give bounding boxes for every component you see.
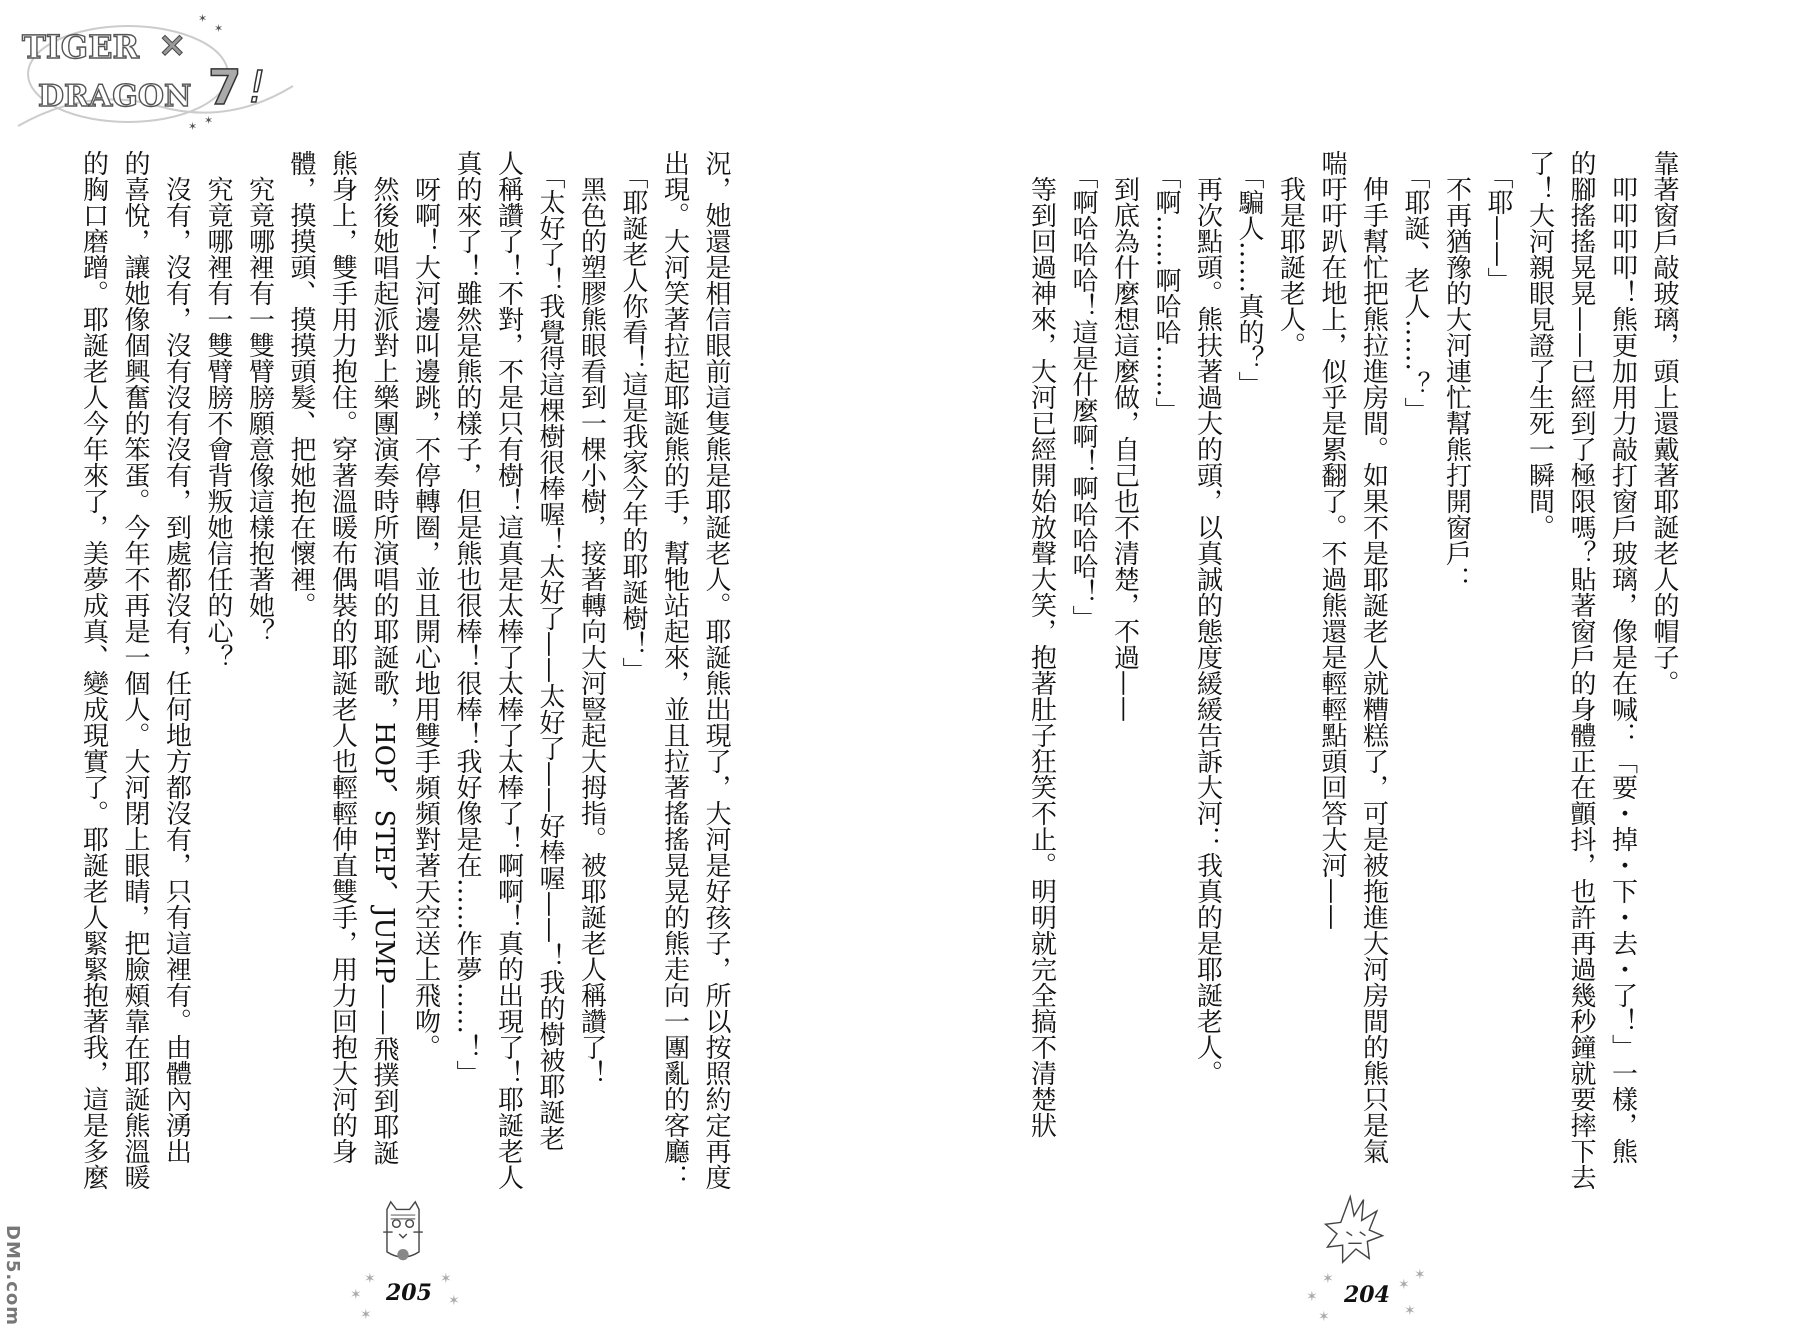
- page-205-text: [72, 150, 736, 1210]
- text-column: 黑色的塑膠熊眼看到一棵小樹，接著轉向大河豎起大拇指。被耶誕老人稱讚了！: [576, 150, 607, 1086]
- text-column: 等到回過神來，大河已經開始放聲大笑，抱著肚子狂笑不止。明明就完全搞不清楚狀: [1026, 150, 1057, 1138]
- text-column: 「耶誕、老人……？」: [1400, 150, 1430, 423]
- star-icon: ✶: [448, 1293, 460, 1309]
- star-icon: ✶: [360, 1307, 372, 1323]
- star-icon: ✶: [1398, 1277, 1410, 1293]
- page-204-text: [1020, 150, 1684, 1210]
- text-column: 伸手幫忙把熊拉進房間。如果不是耶誕老人就糟糕了，可是被拖進大河房間的熊只是氣: [1358, 150, 1389, 1164]
- svg-text:✶: ✶: [214, 22, 224, 35]
- text-column: 喘吁吁趴在地上，似乎是累翻了。不過熊還是輕輕點頭回答大河——: [1317, 150, 1347, 930]
- text-column: 體，摸摸頭、摸摸頭髮、把她抱在懷裡。: [286, 150, 316, 618]
- text-column: 到底為什麼想這麼做，自己也不清楚，不過——: [1109, 150, 1140, 722]
- svg-text:!: !: [248, 62, 266, 113]
- text-column: 究竟哪裡有一雙臂膀願意像這樣抱著她？: [244, 150, 275, 644]
- page-number-204-area: [1306, 1267, 1436, 1332]
- cat-icon: [380, 1200, 426, 1266]
- text-column: 叩叩叩叩！熊更加用力敲打窗戶玻璃，像是在喊：「要・掉・下・去・了！」一樣，熊: [1607, 150, 1638, 1164]
- dragon-icon: [1320, 1192, 1390, 1268]
- svg-text:✶: ✶: [188, 120, 198, 133]
- star-icon: ✶: [350, 1287, 362, 1303]
- svg-text:✶: ✶: [204, 114, 214, 127]
- star-icon: ✶: [1404, 1303, 1416, 1319]
- text-column: 然後她唱起派對上樂團演奏時所演唱的耶誕歌，HOP、STEP、JUMP——飛撲到耶誕: [369, 150, 399, 1166]
- text-column: 真的來了！雖然是熊的樣子，但是熊也很棒！很棒！我好像是在……作夢……！」: [452, 150, 482, 1086]
- text-column: 的喜悅，讓她像個興奮的笨蛋。今年不再是一個人。大河閉上眼睛，把臉頰靠在耶誕熊溫暖: [120, 150, 150, 1190]
- text-column: 「啊……啊哈哈……」: [1151, 150, 1181, 423]
- text-column: 的胸口磨蹭。耶誕老人今年來了，美夢成真、變成現實了。耶誕老人緊緊抱著我，這是多麼: [78, 150, 109, 1190]
- svg-text:×: ×: [158, 25, 187, 65]
- text-column: 「耶——」: [1483, 150, 1513, 293]
- series-logo: [8, 6, 298, 136]
- text-column: 不再猶豫的大河連忙幫熊打開窗戶：: [1441, 150, 1472, 592]
- svg-text:TIGER: TIGER: [22, 28, 140, 66]
- text-column: 「耶誕老人你看！這是我家今年的耶誕樹！」: [618, 150, 648, 683]
- star-icon: ✶: [1322, 1271, 1334, 1287]
- text-column: 究竟哪裡有一雙臂膀不會背叛她信任的心？: [203, 150, 233, 670]
- page-number: 205: [386, 1280, 432, 1306]
- text-column: 人稱讚了！不對，不是只有樹！這真是太棒了太棒了太棒了！啊啊！真的出現了！耶誕老人: [493, 150, 524, 1190]
- page-number: 204: [1344, 1282, 1390, 1308]
- text-column: 靠著窗戶敲玻璃，頭上還戴著耶誕老人的帽子。: [1649, 150, 1679, 696]
- star-icon: ✶: [1414, 1267, 1426, 1283]
- text-column: 「太好了！我覺得這棵樹很棒喔！太好了——太好了——好棒喔——！我的樹被耶誕老: [535, 150, 565, 1151]
- svg-text:✶: ✶: [198, 12, 208, 25]
- star-icon: ✶: [440, 1271, 452, 1287]
- page-number-205-area: [350, 1272, 480, 1332]
- text-column: 「騙人……真的？」: [1234, 150, 1264, 397]
- text-column: 況，她還是相信眼前這隻熊是耶誕老人。耶誕熊出現了，大河是好孩子，所以按照約定再度: [701, 150, 731, 1190]
- text-column: 「啊哈哈哈！這是什麼啊！啊哈哈哈！」: [1068, 150, 1098, 631]
- text-column: 沒有，沒有，沒有沒有沒有，到處都沒有，任何地方都沒有，只有這裡有。由體內湧出: [161, 150, 192, 1164]
- text-column: 我是耶誕老人。: [1275, 150, 1306, 358]
- star-icon: ✶: [1306, 1289, 1318, 1305]
- svg-text:7: 7: [208, 60, 242, 116]
- text-column: 熊身上，雙手用力抱住。穿著溫暖布偶裝的耶誕老人也輕輕伸直雙手，用力回抱大河的身: [327, 150, 358, 1164]
- text-column: 呀啊！大河邊叫邊跳，不停轉圈，並且開心地用雙手頻頻對著天空送上飛吻。: [410, 150, 441, 1060]
- text-column: 的腳搖搖晃晃——已經到了極限嗎？貼著窗戶的身體正在顫抖，也許再過幾秒鐘就要摔下去: [1566, 150, 1596, 1190]
- star-icon: ✶: [364, 1271, 376, 1287]
- text-column: 出現。大河笑著拉起耶誕熊的手，幫牠站起來，並且拉著搖搖晃晃的熊走向一團亂的客廳：: [659, 150, 690, 1190]
- svg-text:DRAGON: DRAGON: [38, 79, 192, 114]
- star-icon: ✶: [1318, 1309, 1330, 1325]
- text-column: 了！大河親眼見證了生死一瞬間。: [1524, 150, 1555, 540]
- site-watermark: DM5.com: [2, 1225, 23, 1327]
- text-column: 再次點頭。熊扶著過大的頭，以真誠的態度緩緩告訴大河：我真的是耶誕老人。: [1192, 150, 1223, 1086]
